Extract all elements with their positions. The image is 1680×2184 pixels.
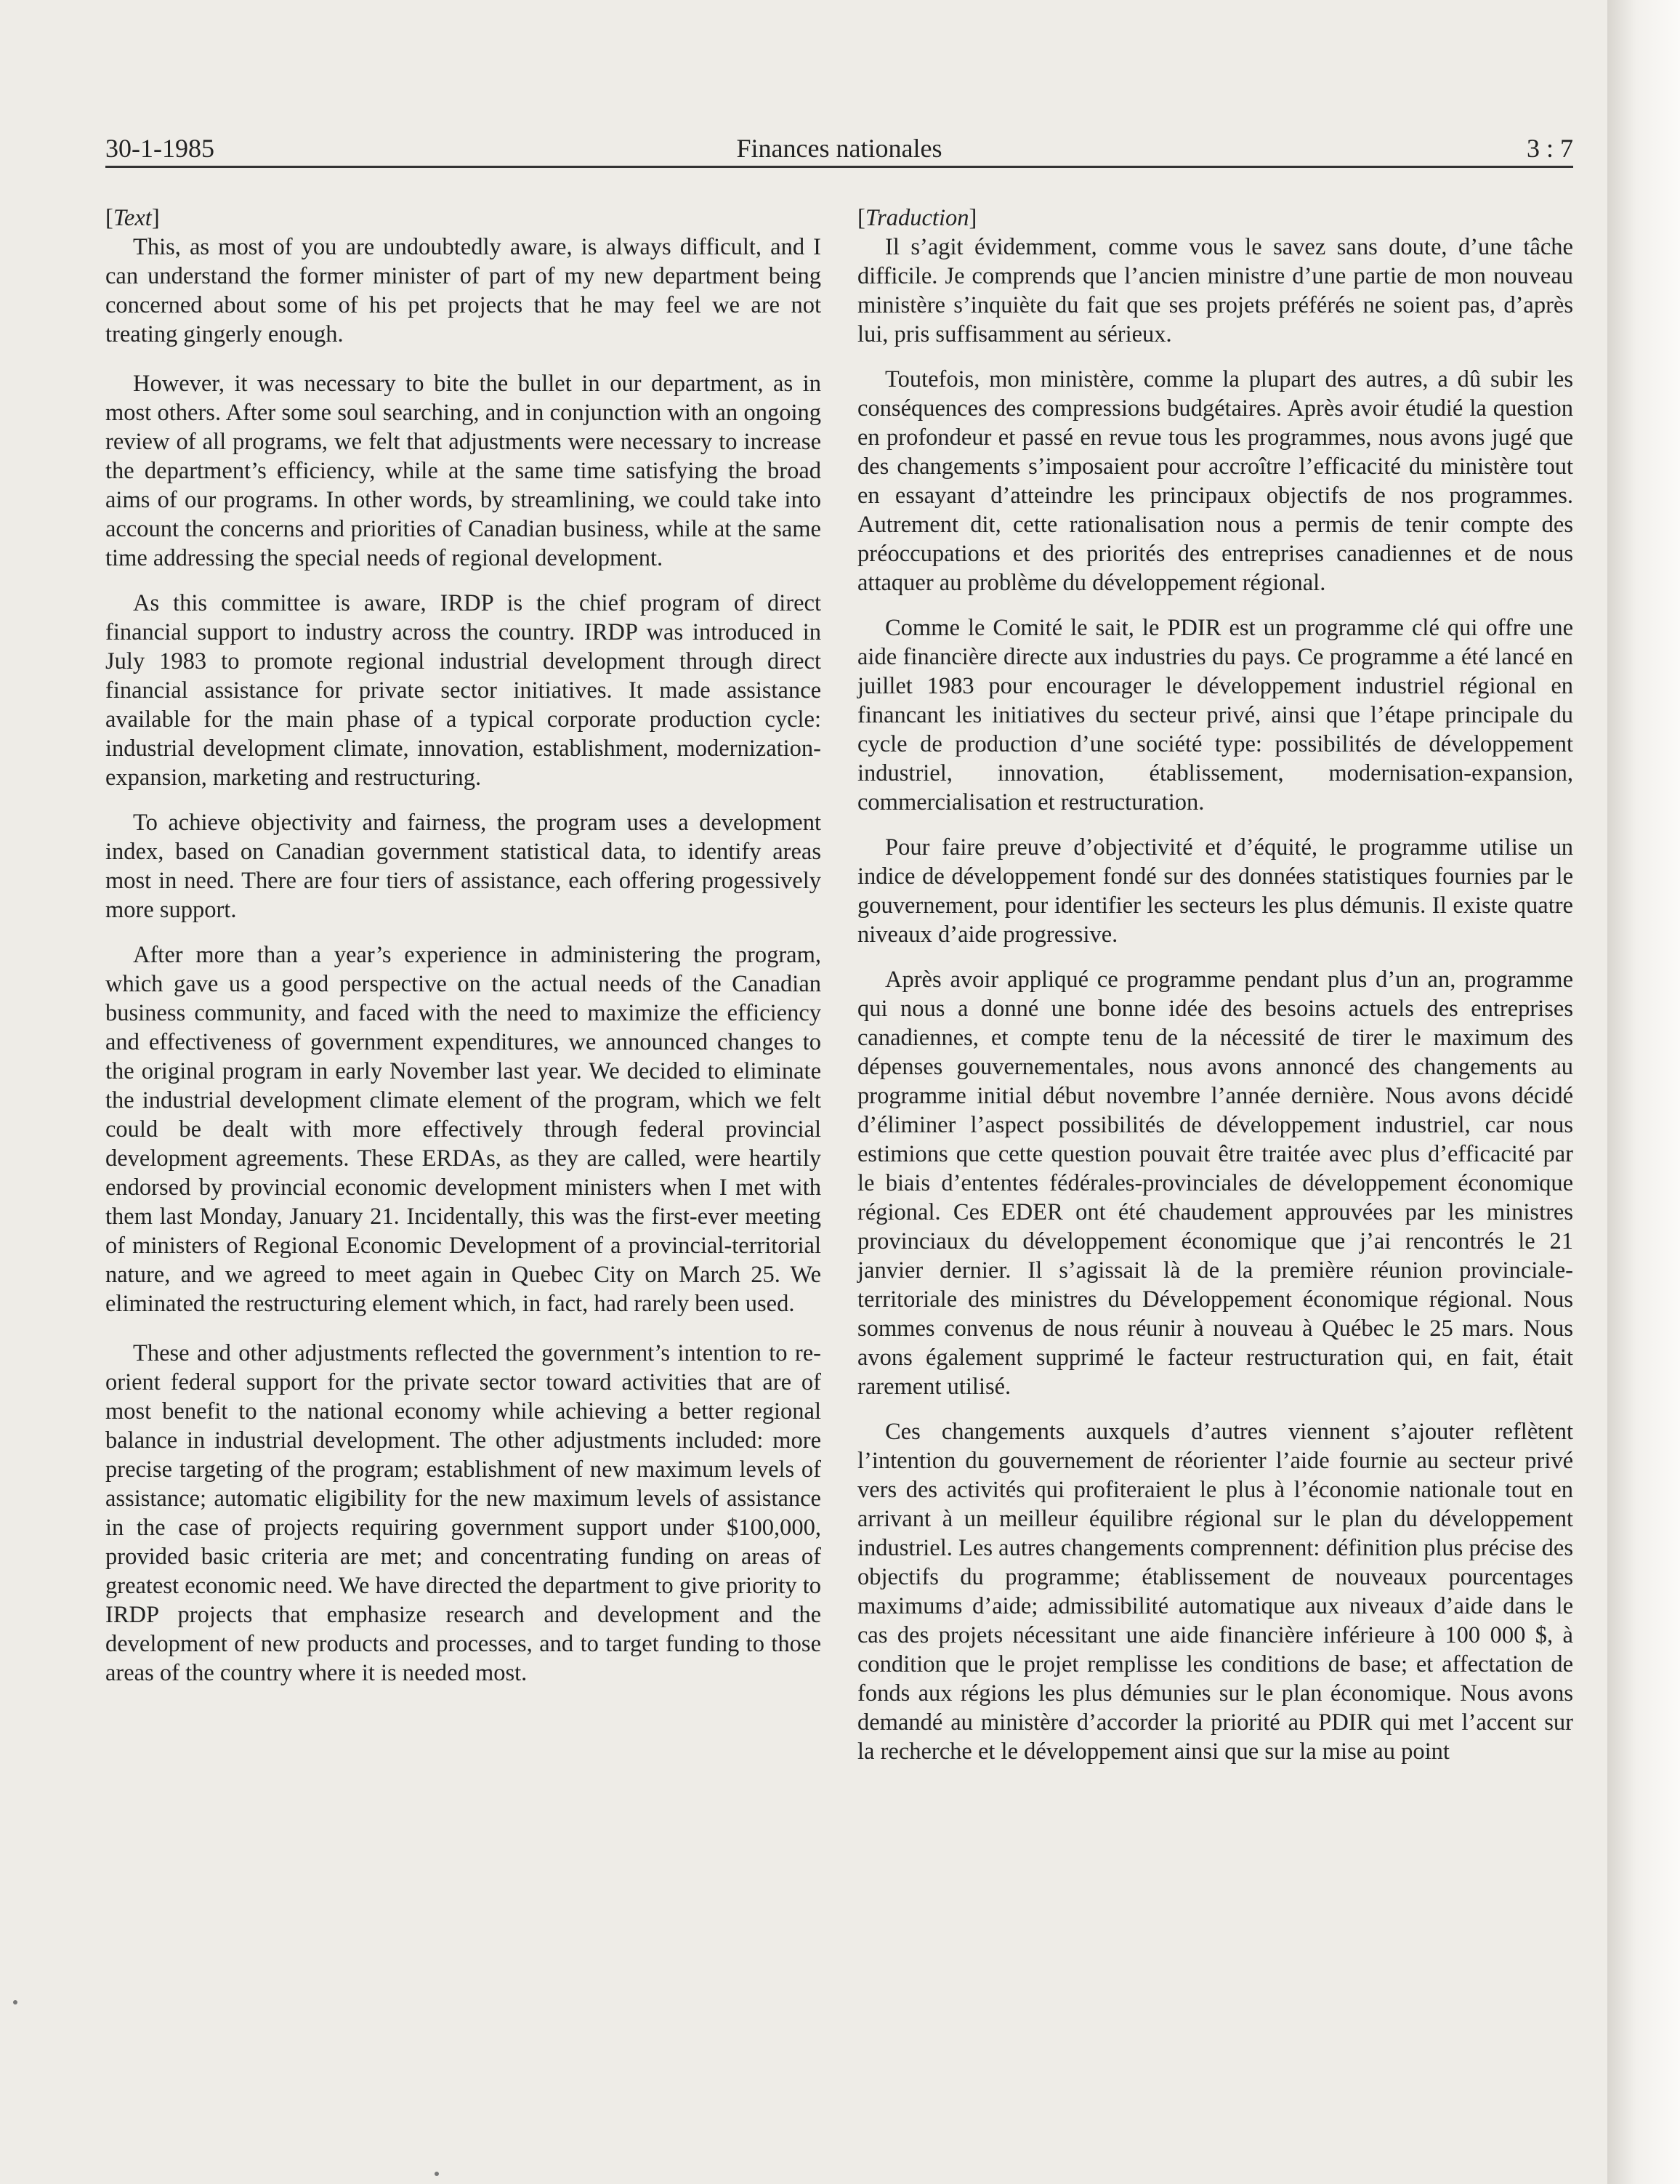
header-title: Finances nationales (736, 134, 942, 163)
header-rule (105, 166, 1573, 168)
paragraph: Ces changements auxquels d’autres viennent s’ajouter reflètent l’intention du gouvernement de réorienter l’aide fournie au secteur privé vers des activités qui profiteraient le plus à l’économie nationale tout en arrivant à un meilleur équilibre régional sur le plan du développement industriel. Les autres changements comprennent: définition plus précise des objectifs du programme; établissement de nouveaux pourcentages maximums d’aide; admissibilité automatique aux niveaux d’aide dans le cas des projets nécessitant une aide financière inférieure à 100 000 $, à condition que le projet remplisse les conditions de base; et affectation de fonds aux régions les plus démunies sur le plan économique. Nous avons demandé au ministère d’accorder la priorité au PDIR qui met l’accent sur la recherche et le développement ainsi que sur la mise au point (857, 1419, 1573, 1765)
column-label-text: [Text] (105, 205, 160, 231)
paragraph: To achieve objectivity and fairness, the program uses a development index, based on Canadian government statistical data, to identify areas most in need. There are four tiers of assistance, each offering progessively more support. (105, 810, 821, 923)
paragraph: These and other adjustments reflected the government’s intention to re-orient federal support for the private sector toward activities that are of most benefit to the national economy while achieving a better regional balance in industrial development. The other adjustments included: more precise targeting of the program; establishment of new maximum levels of assistance; automatic eligibility for the new maximum levels of assistance in the case of projects requiring government support under $100,000, provided basic criteria are met; and concentrating funding on areas of greatest economic need. We have directed the department to give priority to IRDP projects that emphasize research and development and the development of new products and processes, and to target funding to those areas of the country where it is needed most. (105, 1340, 821, 1686)
paragraph: Comme le Comité le sait, le PDIR est un programme clé qui offre une aide financière directe aux industries du pays. Ce programme a été lancé en juillet 1983 pour encourager le développement industriel régional en financant les initiatives du secteur privé, ainsi que l’étape principale du cycle de production d’une société type: possibilités de développement industriel, innovation, établissement, modernisation-expansion, commercialisation et restructuration. (857, 615, 1573, 815)
french-column (857, 204, 1573, 1782)
paragraph: As this committee is aware, IRDP is the chief program of direct financial support to industry across the country. IRDP was introduced in July 1983 to promote regional industrial development through direct financial assistance for private sector initiatives. It made assistance available for the main phase of a typical corporate production cycle: industrial development climate, innovation, establishment, modernization-expansion, marketing and restructuring. (105, 590, 821, 791)
paragraph: Il s’agit évidemment, comme vous le savez sans doute, d’une tâche difficile. Je comprends que l’ancien ministre d’une partie de mon nouveau ministère s’inquiète du fait que ses projets préférés ne soient pas, d’après lui, pris suffisamment au sérieux. (857, 234, 1573, 347)
paragraph: Pour faire preuve d’objectivité et d’équité, le programme utilise un indice de développement fondé sur des données statistiques fournies par le gouvernement, pour identifier les secteurs les plus démunis. Il existe quatre niveaux d’aide progressive. (857, 834, 1573, 948)
header-page-number: 3 : 7 (1526, 134, 1573, 163)
english-column (105, 204, 821, 1704)
margin-speck (435, 2172, 439, 2176)
margin-speck (13, 2000, 17, 2004)
paragraph: However, it was necessary to bite the bullet in our department, as in most others. After some soul searching, and in conjunction with an ongoing review of all programs, we felt that adjustments were necessary to increase the department’s efficiency, while at the same time satisfying the broad aims of our programs. In other words, by streamlining, we could take into account the concerns and priorities of Canadian business, while at the same time addressing the special needs of regional development. (105, 371, 821, 571)
running-header (105, 131, 1573, 166)
paragraph: This, as most of you are undoubtedly aware, is always difficult, and I can understand the former minister of part of my new department being concerned about some of his pet projects that he may feel we are not treating gingerly enough. (105, 234, 821, 347)
page-edge (1607, 0, 1680, 2184)
paragraph: Toutefois, mon ministère, comme la plupart des autres, a dû subir les conséquences des compressions budgétaires. Après avoir étudié la question en profondeur et passé en revue tous les programmes, nous avons jugé que des changements s’imposaient pour accroître l’efficacité du ministère tout en essayant d’atteindre les principaux objectifs de nos programmes. Autrement dit, cette rationalisation nous a permis de tenir compte des préoccupations et des priorités des entreprises canadiennes et de nous attaquer au problème du développement régional. (857, 366, 1573, 596)
paragraph: After more than a year’s experience in administering the program, which gave us a good perspective on the actual needs of the Canadian business community, and faced with the need to maximize the efficiency and effectiveness of government expenditures, we announced changes to the original program in early November last year. We decided to eliminate the industrial development climate element of the program, which we felt could be dealt with more effectively through federal provincial development agreements. These ERDAs, as they are called, were heartily endorsed by provincial economic development ministers when I met with them last Monday, January 21. Incidentally, this was the first-ever meeting of ministers of Regional Economic Development of a provincial-territorial nature, and we agreed to meet again in Quebec City on March 25. We eliminated the restructuring element which, in fact, had rarely been used. (105, 942, 821, 1317)
paragraph: Après avoir appliqué ce programme pendant plus d’un an, programme qui nous a donné une bonne idée des besoins actuels des entreprises canadiennes, et compte tenu de la nécessité de tirer le maximum des dépenses gouvernementales, nous avons annoncé des changements au programme initial début novembre l’année dernière. Nous avons décidé d’éliminer l’aspect possibilités de développement industriel, car nous estimions que cette question pouvait être traitée avec plus d’efficacité par le biais d’ententes fédérales-provinciales de développement économique régional. Ces EDER ont été chaudement approuvées par les ministres provinciaux du développement économique que j’ai rencontrés le 21 janvier dernier. Il s’agissait là de la première réunion provinciale-territoriale des ministres du Développement économique régional. Nous sommes convenus de nous réunir à nouveau à Québec le 25 mars. Nous avons également supprimé le facteur restructuration qui, en fait, était rarement utilisé. (857, 967, 1573, 1400)
header-date: 30-1-1985 (105, 134, 214, 163)
column-label-traduction: [Traduction] (857, 205, 977, 231)
